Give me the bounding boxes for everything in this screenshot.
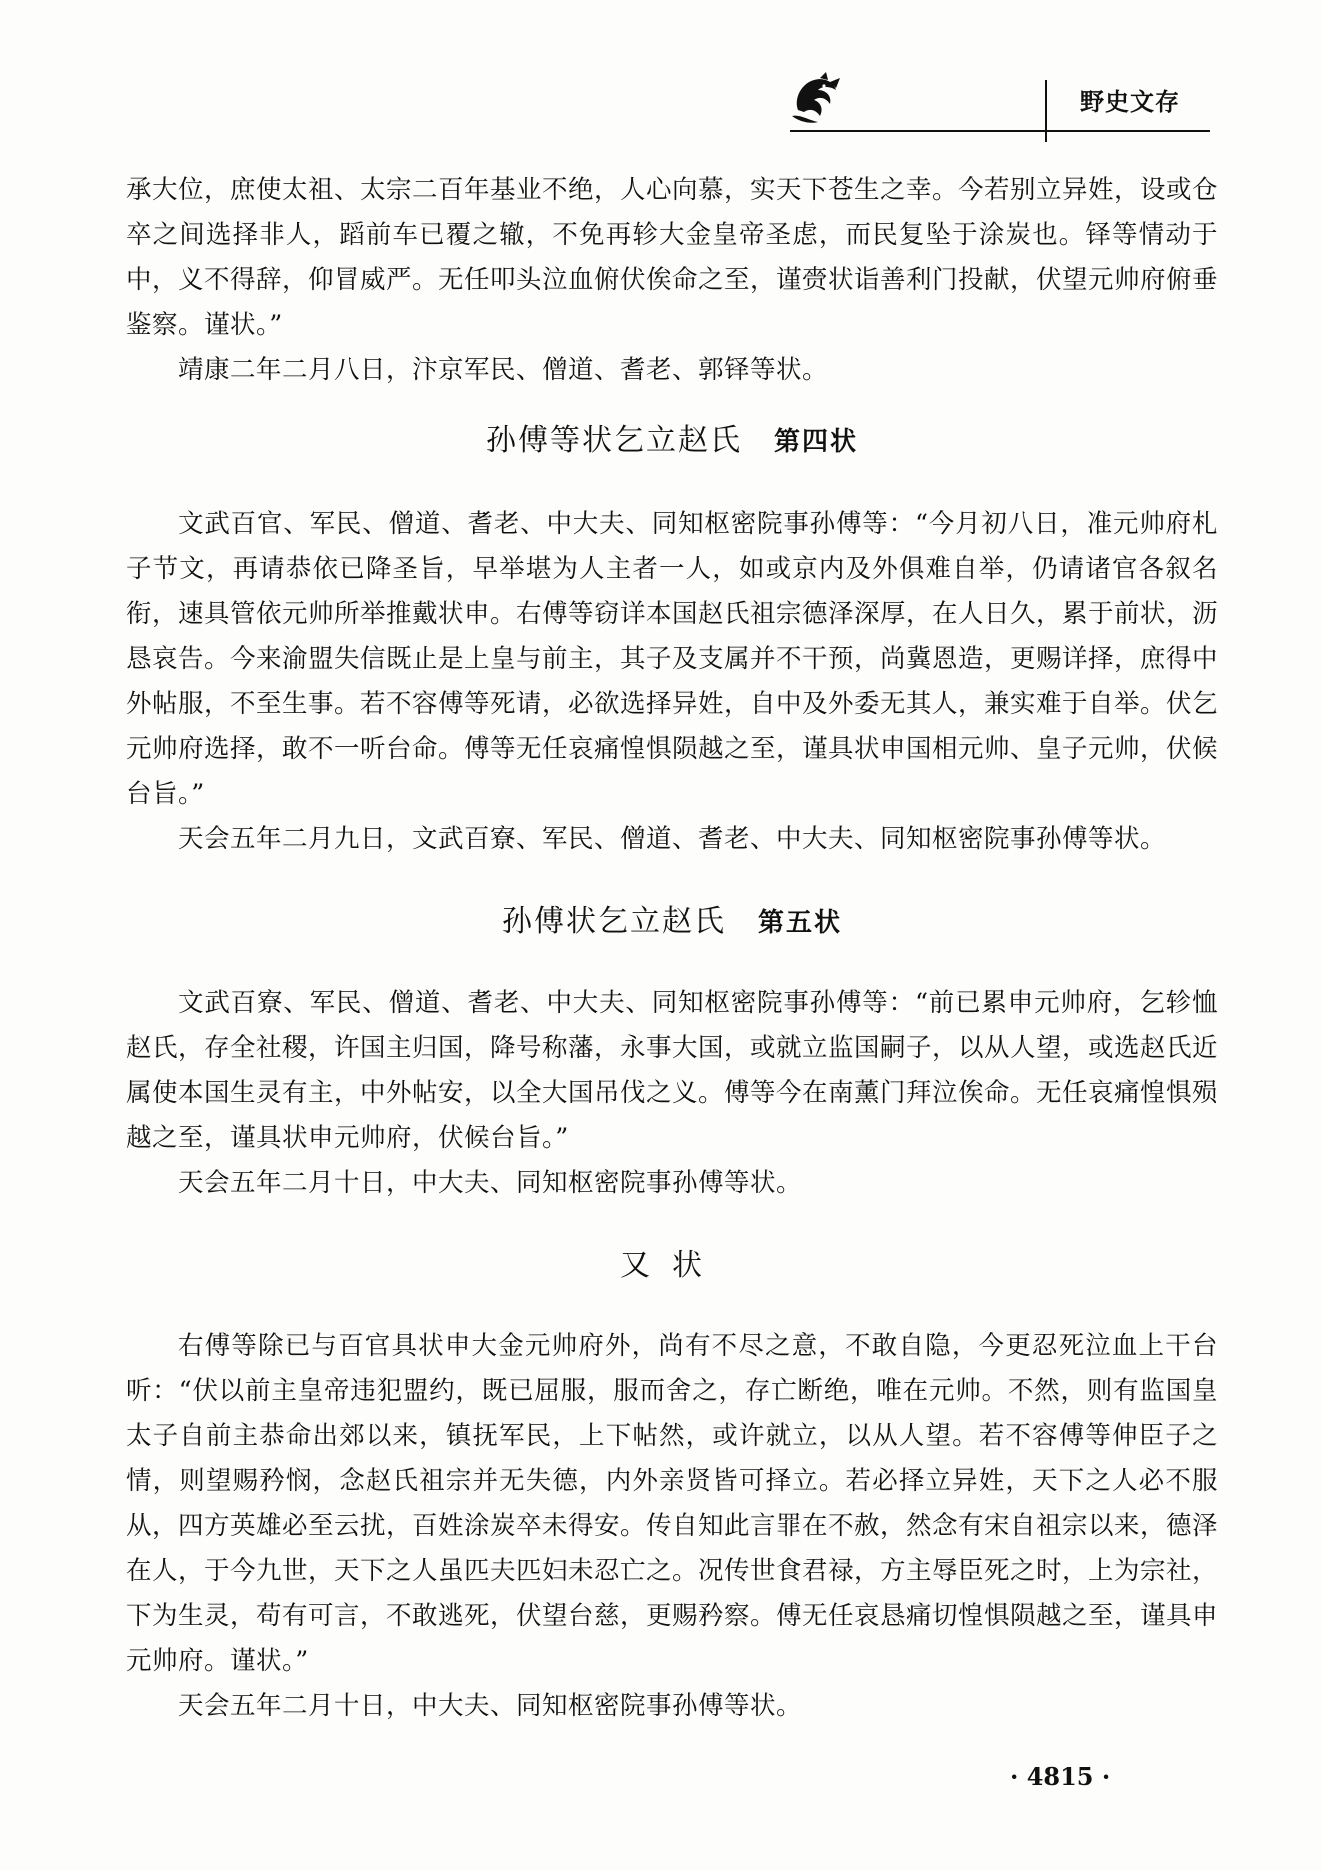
paragraph: 天会五年二月十日，中大夫、同知枢密院事孙傅等状。 bbox=[178, 1168, 803, 1198]
paragraph: 靖康二年二月八日，汴京军民、僧道、耆老、郭铎等状。 bbox=[178, 355, 829, 385]
paragraph: 文武百寮、军民、僧道、耆老、中大夫、同知枢密院事孙傅等：“前已累申元帅府，乞轸恤赵氏，存全社稷，许国主归国，降号称藩，永事大国，或就立监国嗣子，以从人望，或选赵氏近属使本国生灵有主，中外帖安，以全大国吊伐之义。傅等今在南薰门拜泣俟命。无任哀痛惶惧殒越之至，谨具状申元帅府，伏候台旨。” bbox=[126, 988, 1219, 1153]
page-number: · 4815 · bbox=[1010, 1762, 1111, 1791]
paragraph: 承大位，庶使太祖、太宗二百年基业不绝，人心向慕，实天下苍生之幸。今若别立异姓，设或仓卒之间选择非人，蹈前车已覆之辙，不免再轸大金皇帝圣虑，而民复坠于涂炭也。铎等情动于中，义不得辞，仰冒威严。无任叩头泣血俯伏俟命之至，谨赍状诣善利门投献，伏望元帅府俯垂鉴察。谨状。” bbox=[126, 175, 1219, 340]
section-heading bbox=[126, 902, 1218, 943]
section-heading-title: 孙傅等状乞立赵氏 bbox=[485, 423, 742, 458]
header-rule bbox=[790, 130, 1210, 132]
header-divider bbox=[1045, 80, 1047, 142]
paragraph: 右傅等除已与百官具状申大金元帅府外，尚有不尽之意，不敢自隐，今更忍死泣血上干台听：“伏以前主皇帝违犯盟约，既已屈服，服而舍之，存亡断绝，唯在元帅。不然，则有监国皇太子自前主恭命出郊以来，镇抚军民，上下帖然，或许就立，以从人望。若不容傅等伸臣子之情，则望赐矜悯，念赵氏祖宗并无失德，内外亲贤皆可择立。若必择立异姓，天下之人必不服从，四方英雄必至云扰，百姓涂炭卒未得安。传自知此言罪在不赦，然念有宋自祖宗以来，德泽在人，于今九世，天下之人虽匹夫匹妇未忍亡之。况传世食君禄，方主辱臣死之时，上为宗社，下为生灵，苟有可言，不敢逃死，伏望台慈，更赐矜察。傅无任哀恳痛切惶惧陨越之至，谨具申元帅府。谨状。” bbox=[126, 1331, 1219, 1676]
paragraph: 天会五年二月十日，中大夫、同知枢密院事孙傅等状。 bbox=[178, 1691, 803, 1721]
section-heading-title: 又状 bbox=[620, 1248, 724, 1283]
running-header bbox=[790, 72, 1210, 132]
section-heading bbox=[126, 421, 1218, 462]
header-title: 野史文存 bbox=[1080, 88, 1180, 116]
dragon-logo-icon bbox=[790, 70, 846, 126]
section-heading-title: 孙傅状乞立赵氏 bbox=[501, 904, 726, 939]
section-heading bbox=[126, 1246, 1218, 1286]
section-heading-number: 第四状 bbox=[773, 427, 858, 457]
main-text bbox=[126, 168, 1218, 1729]
paragraph: 文武百官、军民、僧道、耆老、中大夫、同知枢密院事孙傅等：“今月初八日，准元帅府札子节文，再请恭依已降圣旨，早举堪为人主者一人，如或京内及外俱难自举，仍请诸官各叙名衔，速具管依元帅所举推戴状申。右傅等窃详本国赵氏祖宗德泽深厚，在人日久，累于前状，沥恳哀告。今来渝盟失信既止是上皇与前主，其子及支属并不干预，尚冀恩造，更赐详择，庶得中外帖服，不至生事。若不容傅等死请，必欲选择异姓，自中及外委无其人，兼实难于自举。伏乞元帅府选择，敢不一听台命。傅等无任哀痛惶惧陨越之至，谨具状申国相元帅、皇子元帅，伏候台旨。” bbox=[126, 509, 1219, 809]
paragraph: 天会五年二月九日，文武百寮、军民、僧道、耆老、中大夫、同知枢密院事孙傅等状。 bbox=[178, 824, 1167, 854]
section-heading-number: 第五状 bbox=[757, 908, 842, 938]
